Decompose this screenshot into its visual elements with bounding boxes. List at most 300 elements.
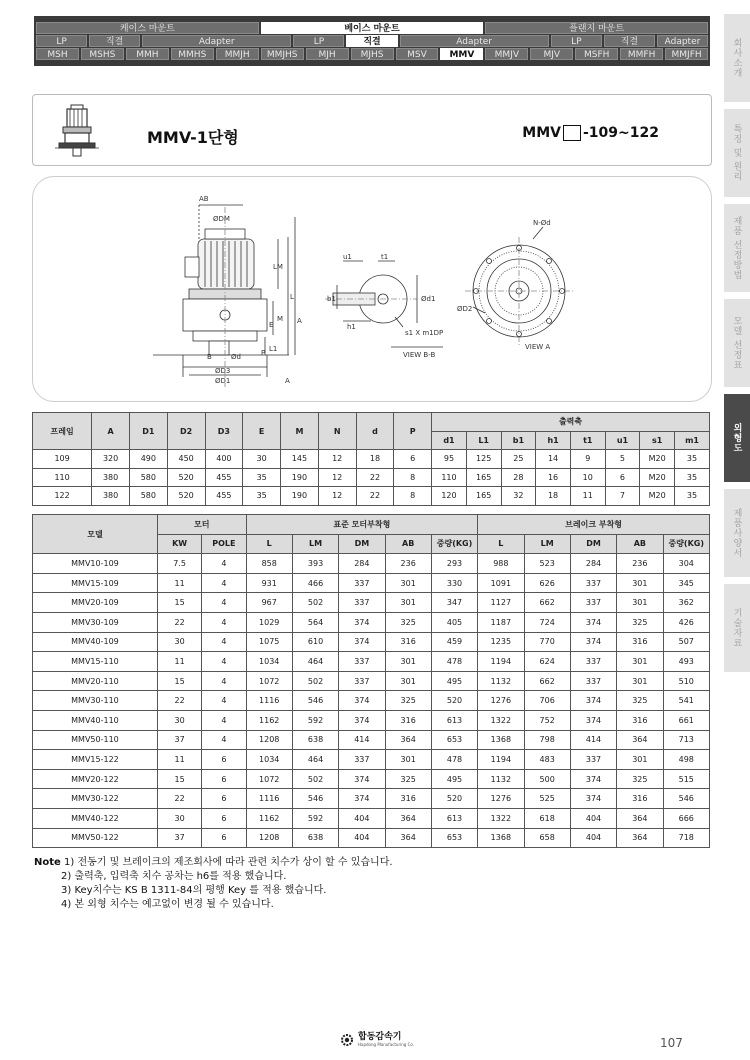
page-title: MMV-1단형 <box>147 128 239 147</box>
side-tab-label: 외형도 <box>731 423 742 453</box>
table-cell: 638 <box>292 828 338 848</box>
nav-model-mshs[interactable]: MSHS <box>81 48 124 60</box>
table-row <box>33 652 710 672</box>
table-cell: 1091 <box>478 573 524 593</box>
table-cell: 364 <box>617 828 663 848</box>
table-cell: 404 <box>339 828 385 848</box>
table-cell: 520 <box>167 468 205 487</box>
table-cell: 15 <box>157 593 201 613</box>
table-cell: 15 <box>157 671 201 691</box>
table-cell: 330 <box>431 573 477 593</box>
table-cell: 380 <box>92 487 130 506</box>
nav-drive-4[interactable]: 직결 <box>346 35 397 47</box>
table-cell: 400 <box>205 450 243 469</box>
table-cell: 325 <box>385 612 431 632</box>
table-cell: 364 <box>385 828 431 848</box>
table-cell: 301 <box>385 750 431 770</box>
table-cell: MMV50-110 <box>33 730 158 750</box>
model-table-subheader: AB <box>617 534 663 554</box>
table-cell: 404 <box>570 808 616 828</box>
side-tab-0[interactable] <box>724 14 750 104</box>
product-navigation <box>34 16 710 66</box>
table-cell: 1075 <box>246 632 292 652</box>
frame-table-header: M <box>281 413 319 450</box>
table-cell: M20 <box>640 450 675 469</box>
table-cell: 316 <box>617 632 663 652</box>
table-cell: 32 <box>501 487 536 506</box>
table-cell: 11 <box>570 487 605 506</box>
table-cell: 592 <box>292 808 338 828</box>
table-cell: 502 <box>292 593 338 613</box>
table-cell: 165 <box>466 468 501 487</box>
table-cell: MMV40-110 <box>33 710 158 730</box>
table-cell: 466 <box>292 573 338 593</box>
dimension-drawing <box>33 177 713 403</box>
table-cell: 662 <box>524 671 570 691</box>
nav-drive-2[interactable]: Adapter <box>142 35 291 47</box>
table-cell: 653 <box>431 730 477 750</box>
table-cell: 724 <box>524 612 570 632</box>
table-cell: 1116 <box>246 789 292 809</box>
label-d1: ØD1 <box>215 377 231 385</box>
table-cell: 12 <box>318 468 356 487</box>
table-cell: 624 <box>524 652 570 672</box>
table-cell: 464 <box>292 652 338 672</box>
label-p: P <box>261 349 266 357</box>
side-tab-label: 회사소개 <box>731 38 742 78</box>
table-cell: 6 <box>394 450 432 469</box>
table-cell: 459 <box>431 632 477 652</box>
table-cell: 11 <box>157 652 201 672</box>
nav-model-msh[interactable]: MSH <box>36 48 79 60</box>
table-cell: 4 <box>202 730 246 750</box>
side-tab-bar <box>724 14 750 726</box>
table-cell: 478 <box>431 750 477 770</box>
table-cell: 337 <box>570 593 616 613</box>
frame-table-header: d <box>356 413 394 450</box>
table-cell: 638 <box>292 730 338 750</box>
table-row <box>33 750 710 770</box>
nav-model-mmh[interactable]: MMH <box>126 48 169 60</box>
table-row <box>33 769 710 789</box>
table-cell: 523 <box>524 554 570 574</box>
table-cell: 301 <box>385 652 431 672</box>
table-cell: 30 <box>157 632 201 652</box>
table-cell: 967 <box>246 593 292 613</box>
label-view-bb: VIEW B-B <box>403 351 436 359</box>
nav-model-mmfh[interactable]: MMFH <box>620 48 663 60</box>
table-cell: 122 <box>33 487 92 506</box>
technical-drawing <box>32 176 712 402</box>
table-cell: 364 <box>385 730 431 750</box>
table-cell: 770 <box>524 632 570 652</box>
note-text: 4) 본 외형 치수는 예고없이 변경 될 수 있습니다. <box>61 899 274 910</box>
table-cell: 18 <box>536 487 571 506</box>
note-text: 2) 출력축, 입력축 치수 공차는 h6를 적용 했습니다. <box>61 871 287 882</box>
table-cell: 713 <box>663 730 710 750</box>
side-tab-4[interactable] <box>724 394 750 484</box>
frame-table-header: D2 <box>167 413 205 450</box>
table-cell: 1132 <box>478 769 524 789</box>
table-cell: 325 <box>617 691 663 711</box>
model-code <box>522 125 659 141</box>
model-table-subheader: L <box>246 534 292 554</box>
table-cell: 35 <box>243 487 281 506</box>
brand-subtitle: Hapdong Manufacturing Co. <box>358 1042 415 1047</box>
table-cell: 5 <box>605 450 640 469</box>
nav-drive-3[interactable]: LP <box>293 35 344 47</box>
label-d2: ØD2 <box>457 305 473 313</box>
table-cell: 4 <box>202 691 246 711</box>
nav-mount-0[interactable]: 케이스 마운트 <box>36 22 259 34</box>
table-cell: 284 <box>570 554 616 574</box>
note-text: 3) Key치수는 KS B 1311-84의 평행 Key 를 적용 했습니다. <box>61 885 327 896</box>
table-cell: MMV30-109 <box>33 612 158 632</box>
table-cell: 4 <box>202 671 246 691</box>
table-cell: 483 <box>524 750 570 770</box>
nav-drive-7[interactable]: 직결 <box>604 35 655 47</box>
table-cell: 284 <box>339 554 385 574</box>
table-cell: 11 <box>157 750 201 770</box>
table-cell: 495 <box>431 671 477 691</box>
nav-model-mmv[interactable]: MMV <box>440 48 483 60</box>
model-dimension-table <box>32 514 710 848</box>
table-cell: 4 <box>202 573 246 593</box>
table-row <box>33 789 710 809</box>
page-header <box>32 94 712 166</box>
brand-name: 합동감속기 <box>358 1032 402 1042</box>
table-cell: 374 <box>570 612 616 632</box>
label-n-d: N-Ød <box>533 219 551 227</box>
label-e: E <box>269 321 274 329</box>
page-number: 107 <box>660 1036 683 1050</box>
table-cell: MMV15-109 <box>33 573 158 593</box>
model-table-subheader: 중량(KG) <box>663 534 710 554</box>
table-cell: 1127 <box>478 593 524 613</box>
table-cell: MMV30-122 <box>33 789 158 809</box>
table-cell: 1322 <box>478 710 524 730</box>
table-cell: 546 <box>663 789 710 809</box>
nav-mount-2[interactable]: 플랜지 마운트 <box>485 22 708 34</box>
table-cell: 110 <box>432 468 467 487</box>
table-cell: 493 <box>663 652 710 672</box>
standard-motor-group-header: 표준 모터부착형 <box>246 515 478 535</box>
table-cell: 364 <box>385 808 431 828</box>
table-cell: 6 <box>605 468 640 487</box>
table-cell: MMV20-109 <box>33 593 158 613</box>
label-h1: h1 <box>347 323 356 331</box>
table-cell: 1235 <box>478 632 524 652</box>
frame-table-header: P <box>394 413 432 450</box>
table-cell: 393 <box>292 554 338 574</box>
table-cell: 658 <box>524 828 570 848</box>
table-cell: 301 <box>617 573 663 593</box>
table-cell: 564 <box>292 612 338 632</box>
model-table-subheader: POLE <box>202 534 246 554</box>
table-cell: 374 <box>570 789 616 809</box>
table-row <box>33 573 710 593</box>
table-cell: 4 <box>202 593 246 613</box>
table-cell: 109 <box>33 450 92 469</box>
side-tab-5[interactable] <box>724 489 750 579</box>
note-line <box>34 898 393 912</box>
shaft-table-header: u1 <box>605 431 640 450</box>
table-cell: 1072 <box>246 769 292 789</box>
table-cell: 546 <box>292 691 338 711</box>
table-cell: 502 <box>292 769 338 789</box>
nav-drive-1[interactable]: 직결 <box>89 35 140 47</box>
table-cell: 718 <box>663 828 710 848</box>
table-cell: MMV10-109 <box>33 554 158 574</box>
table-cell: 125 <box>466 450 501 469</box>
label-lm: LM <box>273 263 283 271</box>
table-cell: 236 <box>617 554 663 574</box>
label-d: Ød <box>231 353 241 361</box>
gear-motor-thumbnail-icon <box>51 103 103 159</box>
table-cell: 12 <box>318 487 356 506</box>
table-cell: 374 <box>570 632 616 652</box>
table-cell: 405 <box>431 612 477 632</box>
model-table-subheader: LM <box>292 534 338 554</box>
table-cell: 580 <box>129 487 167 506</box>
table-row <box>33 828 710 848</box>
table-cell: 858 <box>246 554 292 574</box>
table-cell: 374 <box>339 612 385 632</box>
table-cell: 613 <box>431 808 477 828</box>
table-cell: 6 <box>202 828 246 848</box>
table-cell: 414 <box>570 730 616 750</box>
nav-model-mjhs[interactable]: MJHS <box>351 48 394 60</box>
table-cell: 798 <box>524 730 570 750</box>
table-cell: 498 <box>663 750 710 770</box>
model-table-subheader: DM <box>339 534 385 554</box>
table-cell: 1208 <box>246 730 292 750</box>
model-table-subheader: AB <box>385 534 431 554</box>
table-cell: 35 <box>243 468 281 487</box>
table-cell: 1029 <box>246 612 292 632</box>
table-cell: MMV15-110 <box>33 652 158 672</box>
table-cell: 1368 <box>478 730 524 750</box>
nav-model-msfh[interactable]: MSFH <box>575 48 618 60</box>
table-cell: 236 <box>385 554 431 574</box>
shaft-group-header: 출력축 <box>432 413 710 432</box>
table-cell: 374 <box>339 769 385 789</box>
table-cell: 337 <box>339 750 385 770</box>
table-row <box>33 710 710 730</box>
nav-model-mmhs[interactable]: MMHS <box>171 48 214 60</box>
table-cell: 4 <box>202 612 246 632</box>
table-cell: 22 <box>157 612 201 632</box>
table-cell: 546 <box>292 789 338 809</box>
label-b1: b1 <box>327 295 336 303</box>
table-cell: 592 <box>292 710 338 730</box>
table-row <box>33 691 710 711</box>
table-cell: 374 <box>339 789 385 809</box>
label-t1: t1 <box>381 253 389 261</box>
nav-model-mjv[interactable]: MJV <box>530 48 573 60</box>
table-cell: 507 <box>663 632 710 652</box>
table-cell: 374 <box>339 632 385 652</box>
view-a-flange <box>465 227 573 345</box>
table-cell: 478 <box>431 652 477 672</box>
table-cell: 10 <box>570 468 605 487</box>
table-cell: 1162 <box>246 710 292 730</box>
frame-table-header: 프레임 <box>33 413 92 450</box>
table-cell: 374 <box>339 691 385 711</box>
nav-model-mmjfh[interactable]: MMJFH <box>665 48 708 60</box>
table-cell: 35 <box>675 450 710 469</box>
table-cell: MMV40-109 <box>33 632 158 652</box>
table-cell: 301 <box>617 671 663 691</box>
table-cell: 1194 <box>478 750 524 770</box>
table-cell: 190 <box>281 468 319 487</box>
table-cell: 374 <box>570 769 616 789</box>
shaft-table-header: d1 <box>432 431 467 450</box>
side-tab-3[interactable] <box>724 299 750 389</box>
shaft-table-header: m1 <box>675 431 710 450</box>
table-row <box>33 487 710 506</box>
table-row <box>33 730 710 750</box>
table-cell: 95 <box>432 450 467 469</box>
table-cell: 120 <box>432 487 467 506</box>
table-cell: 6 <box>202 750 246 770</box>
nav-model-mjh[interactable]: MJH <box>306 48 349 60</box>
table-cell: 301 <box>617 593 663 613</box>
table-cell: 8 <box>394 468 432 487</box>
table-cell: 293 <box>431 554 477 574</box>
side-tab-label: 모델 선정표 <box>731 316 742 370</box>
shaft-table-header: b1 <box>501 431 536 450</box>
nav-drive-row <box>36 35 708 47</box>
table-cell: 301 <box>385 593 431 613</box>
table-cell: 165 <box>466 487 501 506</box>
nav-drive-6[interactable]: LP <box>551 35 602 47</box>
table-cell: 30 <box>157 710 201 730</box>
table-cell: 337 <box>570 573 616 593</box>
table-cell: 316 <box>385 632 431 652</box>
table-cell: 316 <box>385 789 431 809</box>
table-cell: 9 <box>570 450 605 469</box>
table-cell: 426 <box>663 612 710 632</box>
table-row <box>33 468 710 487</box>
table-cell: 374 <box>570 691 616 711</box>
label-ab: AB <box>199 195 209 203</box>
table-cell: MMV15-122 <box>33 750 158 770</box>
table-cell: 1208 <box>246 828 292 848</box>
table-cell: 661 <box>663 710 710 730</box>
nav-drive-8[interactable]: Adapter <box>657 35 708 47</box>
side-tab-label: 특징 및 원리 <box>731 124 742 182</box>
table-cell: 404 <box>339 808 385 828</box>
table-cell: 464 <box>292 750 338 770</box>
nav-model-mmjhs[interactable]: MMJHS <box>261 48 304 60</box>
table-cell: 1322 <box>478 808 524 828</box>
table-row <box>33 671 710 691</box>
nav-model-mmjv[interactable]: MMJV <box>485 48 528 60</box>
table-cell: 455 <box>205 487 243 506</box>
table-cell: 380 <box>92 468 130 487</box>
nav-model-row <box>36 48 708 60</box>
nav-drive-5[interactable]: Adapter <box>400 35 549 47</box>
table-cell: 316 <box>617 789 663 809</box>
side-tab-2[interactable] <box>724 204 750 294</box>
table-cell: 374 <box>570 710 616 730</box>
table-cell: 490 <box>129 450 167 469</box>
note-line <box>34 856 393 870</box>
table-cell: 580 <box>129 468 167 487</box>
table-row <box>33 450 710 469</box>
table-cell: 337 <box>339 573 385 593</box>
nav-model-msv[interactable]: MSV <box>396 48 439 60</box>
table-cell: 301 <box>385 671 431 691</box>
table-cell: 325 <box>617 769 663 789</box>
label-d1-shaft: Ød1 <box>421 295 436 303</box>
table-cell: 325 <box>617 612 663 632</box>
table-cell: 16 <box>536 468 571 487</box>
table-cell: 1132 <box>478 671 524 691</box>
table-cell: 662 <box>524 593 570 613</box>
table-cell: 4 <box>202 710 246 730</box>
brand-logo <box>340 1032 414 1047</box>
model-header: 모델 <box>33 515 158 554</box>
nav-model-mmjh[interactable]: MMJH <box>216 48 259 60</box>
table-cell: MMV20-122 <box>33 769 158 789</box>
table-cell: 1194 <box>478 652 524 672</box>
table-cell: 337 <box>570 750 616 770</box>
table-cell: 30 <box>157 808 201 828</box>
table-cell: 345 <box>663 573 710 593</box>
nav-drive-0[interactable]: LP <box>36 35 87 47</box>
brake-group-header: 브레이크 부착형 <box>478 515 710 535</box>
table-cell: MMV40-122 <box>33 808 158 828</box>
table-cell: 337 <box>339 671 385 691</box>
table-cell: 337 <box>570 652 616 672</box>
table-cell: 666 <box>663 808 710 828</box>
frame-table-header: N <box>318 413 356 450</box>
table-cell: 626 <box>524 573 570 593</box>
table-cell: 6 <box>202 808 246 828</box>
side-tab-1[interactable] <box>724 109 750 199</box>
table-cell: 653 <box>431 828 477 848</box>
nav-mount-1[interactable]: 베이스 마운트 <box>261 22 484 34</box>
table-cell: 325 <box>385 769 431 789</box>
table-cell: 304 <box>663 554 710 574</box>
label-l: L <box>290 293 294 301</box>
table-cell: 22 <box>157 789 201 809</box>
table-row <box>33 808 710 828</box>
table-cell: 1034 <box>246 652 292 672</box>
table-cell: 301 <box>617 652 663 672</box>
table-cell: 1116 <box>246 691 292 711</box>
frame-table-header: D3 <box>205 413 243 450</box>
table-cell: 347 <box>431 593 477 613</box>
side-tab-6[interactable] <box>724 584 750 674</box>
table-cell: 364 <box>617 730 663 750</box>
table-cell: 22 <box>356 468 394 487</box>
table-cell: 362 <box>663 593 710 613</box>
table-cell: 752 <box>524 710 570 730</box>
label-dm: ØDM <box>213 215 230 223</box>
table-cell: 515 <box>663 769 710 789</box>
label-d3: ØD3 <box>215 367 231 375</box>
table-cell: 316 <box>385 710 431 730</box>
gear-logo-icon <box>340 1033 354 1047</box>
frame-table-header: E <box>243 413 281 450</box>
table-row <box>33 612 710 632</box>
note-line <box>34 870 393 884</box>
table-cell: 337 <box>339 652 385 672</box>
table-cell: 364 <box>617 808 663 828</box>
